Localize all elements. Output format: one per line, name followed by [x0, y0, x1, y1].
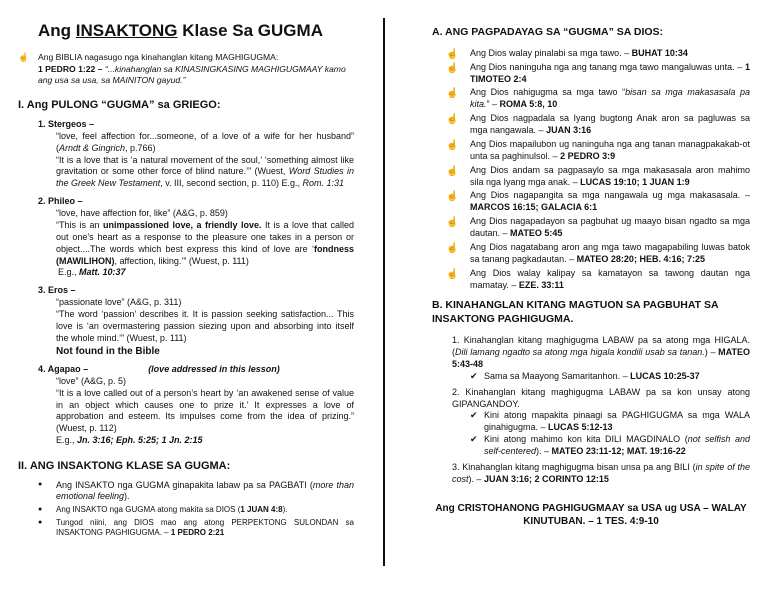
hand-pointing-icon: ☝	[446, 88, 459, 100]
title-post: Klase Sa GUGMA	[177, 21, 323, 40]
intro	[18, 52, 354, 86]
hand-pointing-icon: ☝	[446, 62, 459, 74]
sectionB-heading: B. KINAHANGLAN KITANG MAGTUON SA PAGBUHAT SA INSAKTONG PAGHIGUGMA.	[432, 299, 719, 326]
intro-line: Ang BIBLIA nagasugo nga kinahanglan kitang MAGHIGUGMA:	[38, 52, 279, 63]
list-item: ☝ Ang Dios nagapangita sa mga nangawala ug mga makasasala. – MARCOS 16:15; GALACIA 6:1	[446, 190, 750, 213]
sectionA-list	[446, 48, 750, 292]
list-item: ☝ Ang Dios naninguha nga ang tanang mga tawo mangaluwas unta. – 1 TIMOTEO 2:4	[446, 61, 750, 84]
hand-pointing-icon: ☝	[446, 114, 459, 126]
hand-pointing-icon: ☝	[446, 48, 459, 60]
list-item: ☝ Ang Dios andam sa pagpasaylo sa mga makasasala aron mahimo sila nga Iyang mga anak. – LUCAS 19:10; 1 JUAN 1:9	[446, 164, 750, 187]
phileo-body: “love, have affection for, like” (A&G, p. 859) “This is an unimpassioned love, a friendly love. It is a love that called out one’s heart as a response to the pleasure one takes in a person or object....The words which best express this kind of love are ‘fondness (MAWILIHON), affection, liking.’” (Wuest, p. 111) E.g., Matt. 10:37	[56, 208, 355, 278]
eros-body: “passionate love” (A&G, p. 311) “The word ‘passion’ describes it. It is passion seeking satisfaction... This love is ‘an overmastering passion siezing upon and absorbing into itself the whole mind.’” (Wuest, p. 111)	[56, 297, 354, 343]
check-icon: ✔	[470, 370, 478, 381]
hand-pointing-icon: ☝	[18, 52, 29, 63]
list-item: ☝ Ang Dios nagatabang aron ang mga tawo magapabiling luwas batok sa tanang pagkadautan. – MATEO 28:20; HEB. 4:16; 7:25	[446, 241, 750, 264]
intro-verse-text: “...kinahanglan sa KINASINGKASING MAGHIGUGMAAY kamo ang usa sa usa, sa MAINITON gayud.”	[38, 63, 346, 86]
page-title	[38, 20, 354, 42]
sectionB-list	[452, 335, 750, 486]
not-found-note: Not found in the Bible	[56, 345, 160, 357]
list-item: ☝ Ang Dios nagpadala sa Iyang bugtong Anak aron sa pagluwas sa mga nangawala. – JUAN 3:16	[446, 113, 750, 136]
agapao-body: “love” (A&G, p. 5) “It is a love called out of a person’s heart by ‘an awakened sense of value in an object which causes one to prize it.’ It expresses a love of approbation and esteem. Its impulses come from the idea of prizing.” (Wuest, p. 112) E.g., Jn. 3:16; Eph. 5:25; 1 Jn. 2:15	[56, 375, 354, 446]
right-column	[432, 0, 750, 528]
column-divider	[383, 18, 385, 566]
section2-list	[38, 480, 354, 539]
hand-pointing-icon: ☝	[446, 139, 459, 151]
check-item: ✔ Kini atong mapakita pinaagi sa PAGHIGUGMA sa mga WALA ginahigugma. – LUCAS 5:12-13	[470, 410, 750, 433]
check-item: ✔ Kini atong mahimo kon kita DILI MAGDINALO (not selfish and self-centered). – MATEO 23:11-12; MAT. 19:16-22	[470, 434, 750, 457]
section1-heading: I. Ang PULONG “GUGMA” sa GRIEGO:	[18, 99, 221, 112]
check-icon: ✔	[470, 434, 478, 445]
title-underlined: INSAKTONG	[75, 21, 178, 40]
check-item: ✔ Sama sa Maayong Samaritanhon. – LUCAS 10:25-37	[470, 370, 700, 381]
hand-pointing-icon: ☝	[446, 165, 459, 177]
stergeos-body: “love, feel affection for...someone, of a love of a wife for her husband” (Arndt & Gingrich, p.766) “It is a love that is ‘a natural movement of the soul,’ ‘something almost like gravitation or some other force of blind nature.’” (Wuest, Word Studies in the Greek New Testament, v. III, second section, p. 110) E.g., Rom. 1:31	[56, 130, 354, 189]
list-item: ☝ Ang Dios nagapadayon sa pagbuhat ug maayo bisan ngadto sa mga dautan. – MATEO 5:45	[446, 216, 750, 239]
hand-pointing-icon: ☝	[446, 268, 459, 280]
agapao-heading: 4. Agapao – (love addressed in this lesson)	[38, 363, 280, 374]
list-item: 1. Kinahanglan kitang maghigugma LABAW pa sa atong mga HIGALA. (Dili lamang ngadto sa atong mga higala kondili usab sa tanan.) – MATEO 5:43-48 ✔ Sama sa Maayong Samaritanhon. – LUCAS 10:25-37	[452, 335, 750, 381]
title-pre: Ang	[38, 21, 76, 40]
sectionA-heading: A. ANG PAGPADAYAG SA “GUGMA” SA DIOS:	[432, 26, 664, 38]
list-item: ☝ Ang Dios nahigugma sa mga tawo “bisan sa mga makasasala pa kita.” – ROMA 5:8, 10	[446, 87, 750, 110]
list-item: ☝ Ang Dios mapailubon ug naninguha nga ang tanan managpakakab-ot unta sa paghinulsol. – 2 PEDRO 3:9	[446, 138, 750, 161]
eros-heading: 3. Eros –	[38, 285, 76, 296]
hand-pointing-icon: ☝	[446, 191, 459, 203]
list-item: 2. Kinahanglan kitang maghigugma LABAW pa sa kon unsay atong GIPANGANDOY. ✔ Kini atong mapakita pinaagi sa PAGHIGUGMA sa mga WALA ginahigugma. – LUCAS 5:12-13 ✔ Kini atong mahimo kon kita DILI MAGDINALO (not selfish and self-centered). – MATEO 23:11-12; MAT. 19:16-22	[452, 386, 750, 457]
list-item: ☝ Ang Dios walay kalipay sa kamatayon sa tawong dautan nga mamatay. – EZE. 33:11	[446, 267, 750, 290]
left-column	[18, 0, 354, 541]
closing-statement: Ang CRISTOHANONG PAGHIGUGMAAY sa USA ug USA – WALAY KINUTUBAN. – 1 TES. 4:9-10	[435, 502, 747, 527]
hand-pointing-icon: ☝	[446, 242, 459, 254]
list-item: 3. Kinahanglan kitang maghigugma bisan unsa pa ang BILI (in spite of the cost). – JUAN 3:16; 2 CORINTO 12:15	[452, 461, 750, 484]
stergeos-heading: 1. Stergeos –	[38, 118, 95, 129]
list-item: ● Tungod niini, ang DIOS mao ang atong PERPEKTONG SULONDAN sa INSAKTONG PAGHIGUGMA. – 1 PEDRO 2:21	[38, 518, 354, 539]
intro-verse-ref: 1 PEDRO 1:22 –	[38, 63, 103, 74]
phileo-heading: 2. Phileo –	[38, 196, 83, 207]
list-item: ● Ang INSAKTO nga GUGMA atong makita sa DIOS (1 JUAN 4:8).	[38, 505, 354, 516]
check-icon: ✔	[470, 410, 478, 421]
hand-pointing-icon: ☝	[446, 217, 459, 229]
list-item: ● Ang INSAKTO nga GUGMA ginapakita labaw pa sa PAGBATI (more than emotional feeling).	[38, 480, 354, 504]
section2-heading: II. ANG INSAKTONG KLASE SA GUGMA:	[18, 460, 231, 473]
list-item: ☝ Ang Dios walay pinalabi sa mga tawo. – BUHAT 10:34	[446, 47, 688, 60]
